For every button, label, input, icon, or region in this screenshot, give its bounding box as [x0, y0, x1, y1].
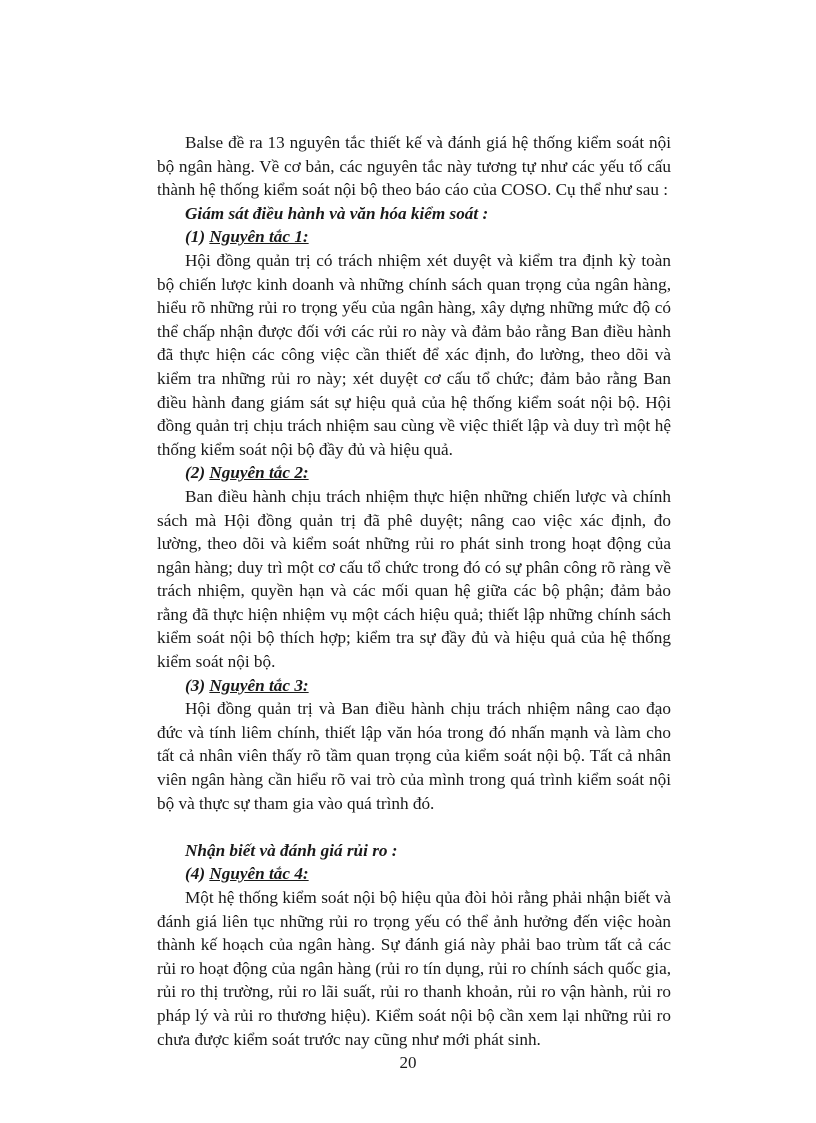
principle-number: (2) [185, 463, 206, 483]
principle-number: (4) [185, 864, 206, 884]
intro-paragraph: Balse đề ra 13 nguyên tắc thiết kế và đánh giá hệ thống kiểm soát nội bộ ngân hàng. Về cơ bản, các nguyên tắc này tương tự như các yếu tố cấu thành hệ thống kiểm soát nội bộ theo báo cáo của COSO. Cụ thể như sau : [157, 133, 671, 200]
section-spacer [157, 815, 671, 839]
principle-1-text: Hội đồng quản trị có trách nhiệm xét duyệt và kiểm tra định kỳ toàn bộ chiến lược kinh doanh và những chính sách quan trọng của ngân hàng, hiểu rõ những rủi ro trọng yếu của ngân hàng, xây dựng những mức độ có thể chấp nhận được đối với các rủi ro này và đảm bảo rằng Ban điều hành đã thực hiện các công việc cần thiết để xác định, đo lường, theo dõi và kiểm tra những rủi ro này; xét duyệt cơ cấu tổ chức; đảm bảo rằng Ban điều hành đang giám sát sự hiệu quả của hệ thống kiểm soát nội bộ. Hội đồng quản trị chịu trách nhiệm sau cùng về việc thiết lập và duy trì một hệ thống kiểm soát nội bộ đầy đủ và hiệu quả. [157, 250, 671, 459]
principle-name: Nguyên tắc 1: [209, 227, 309, 247]
principle-name: Nguyên tắc 3: [209, 675, 309, 695]
section-heading-control-environment: Giám sát điều hành và văn hóa kiểm soát : [185, 203, 489, 223]
section-heading-risk-assessment: Nhận biết và đánh giá rủi ro : [185, 840, 398, 860]
principle-number: (3) [185, 675, 206, 695]
principle-2-title [157, 461, 671, 485]
principle-2-text: Ban điều hành chịu trách nhiệm thực hiện những chiến lược và chính sách mà Hội đồng quản trị đã phê duyệt; nâng cao việc xác định, đo lường, theo dõi và kiểm soát những rủi ro phát sinh trong hoạt động của ngân hàng; duy trì một cơ cấu tổ chức trong đó có sự phân công rõ ràng về trách nhiệm, quyền hạn và các mối quan hệ giữa các bộ phận; đảm bảo rằng đã thực hiện nhiệm vụ một cách hiệu quả; thiết lập những chính sách kiểm soát nội bộ thích hợp; kiểm tra sự đầy đủ và hiệu quả của hệ thống kiểm soát nội bộ. [157, 486, 671, 672]
principle-3-title [157, 674, 671, 698]
principle-3-text: Hội đồng quản trị và Ban điều hành chịu trách nhiệm nâng cao đạo đức và tính liêm chính, thiết lập văn hóa trong đó nhấn mạnh và làm cho tất cả nhân viên thấy rõ tầm quan trọng của kiểm soát nội bộ. Tất cả nhân viên ngân hàng cần hiểu rõ vai trò của mình trong quá trình kiểm soát nội bộ và thực sự tham gia vào quá trình đó. [157, 699, 671, 813]
principle-number: (1) [185, 227, 206, 247]
principle-4-title [157, 862, 671, 886]
principle-1-title [157, 225, 671, 249]
principle-name: Nguyên tắc 2: [209, 463, 309, 483]
principle-4-text: Một hệ thống kiểm soát nội bộ hiệu qủa đòi hỏi rằng phải nhận biết và đánh giá liên tục những rủi ro trọng yếu có thể ảnh hưởng đến việc hoàn thành kế hoạch của ngân hàng. Sự đánh giá này phải bao trùm tất cả các rủi ro hoạt động của ngân hàng (rủi ro tín dụng, rủi ro chính sách quốc gia, rủi ro thị trường, rủi ro lãi suất, rủi ro thanh khoản, rủi ro vận hành, rủi ro pháp lý và rủi ro thương hiệu). Kiểm soát nội bộ cần xem lại những rủi ro chưa được kiểm soát trước nay cũng như mới phát sinh. [157, 888, 671, 1049]
page-number: 20 [399, 1053, 417, 1072]
document-page [157, 131, 671, 1051]
principle-name: Nguyên tắc 4: [209, 864, 309, 884]
